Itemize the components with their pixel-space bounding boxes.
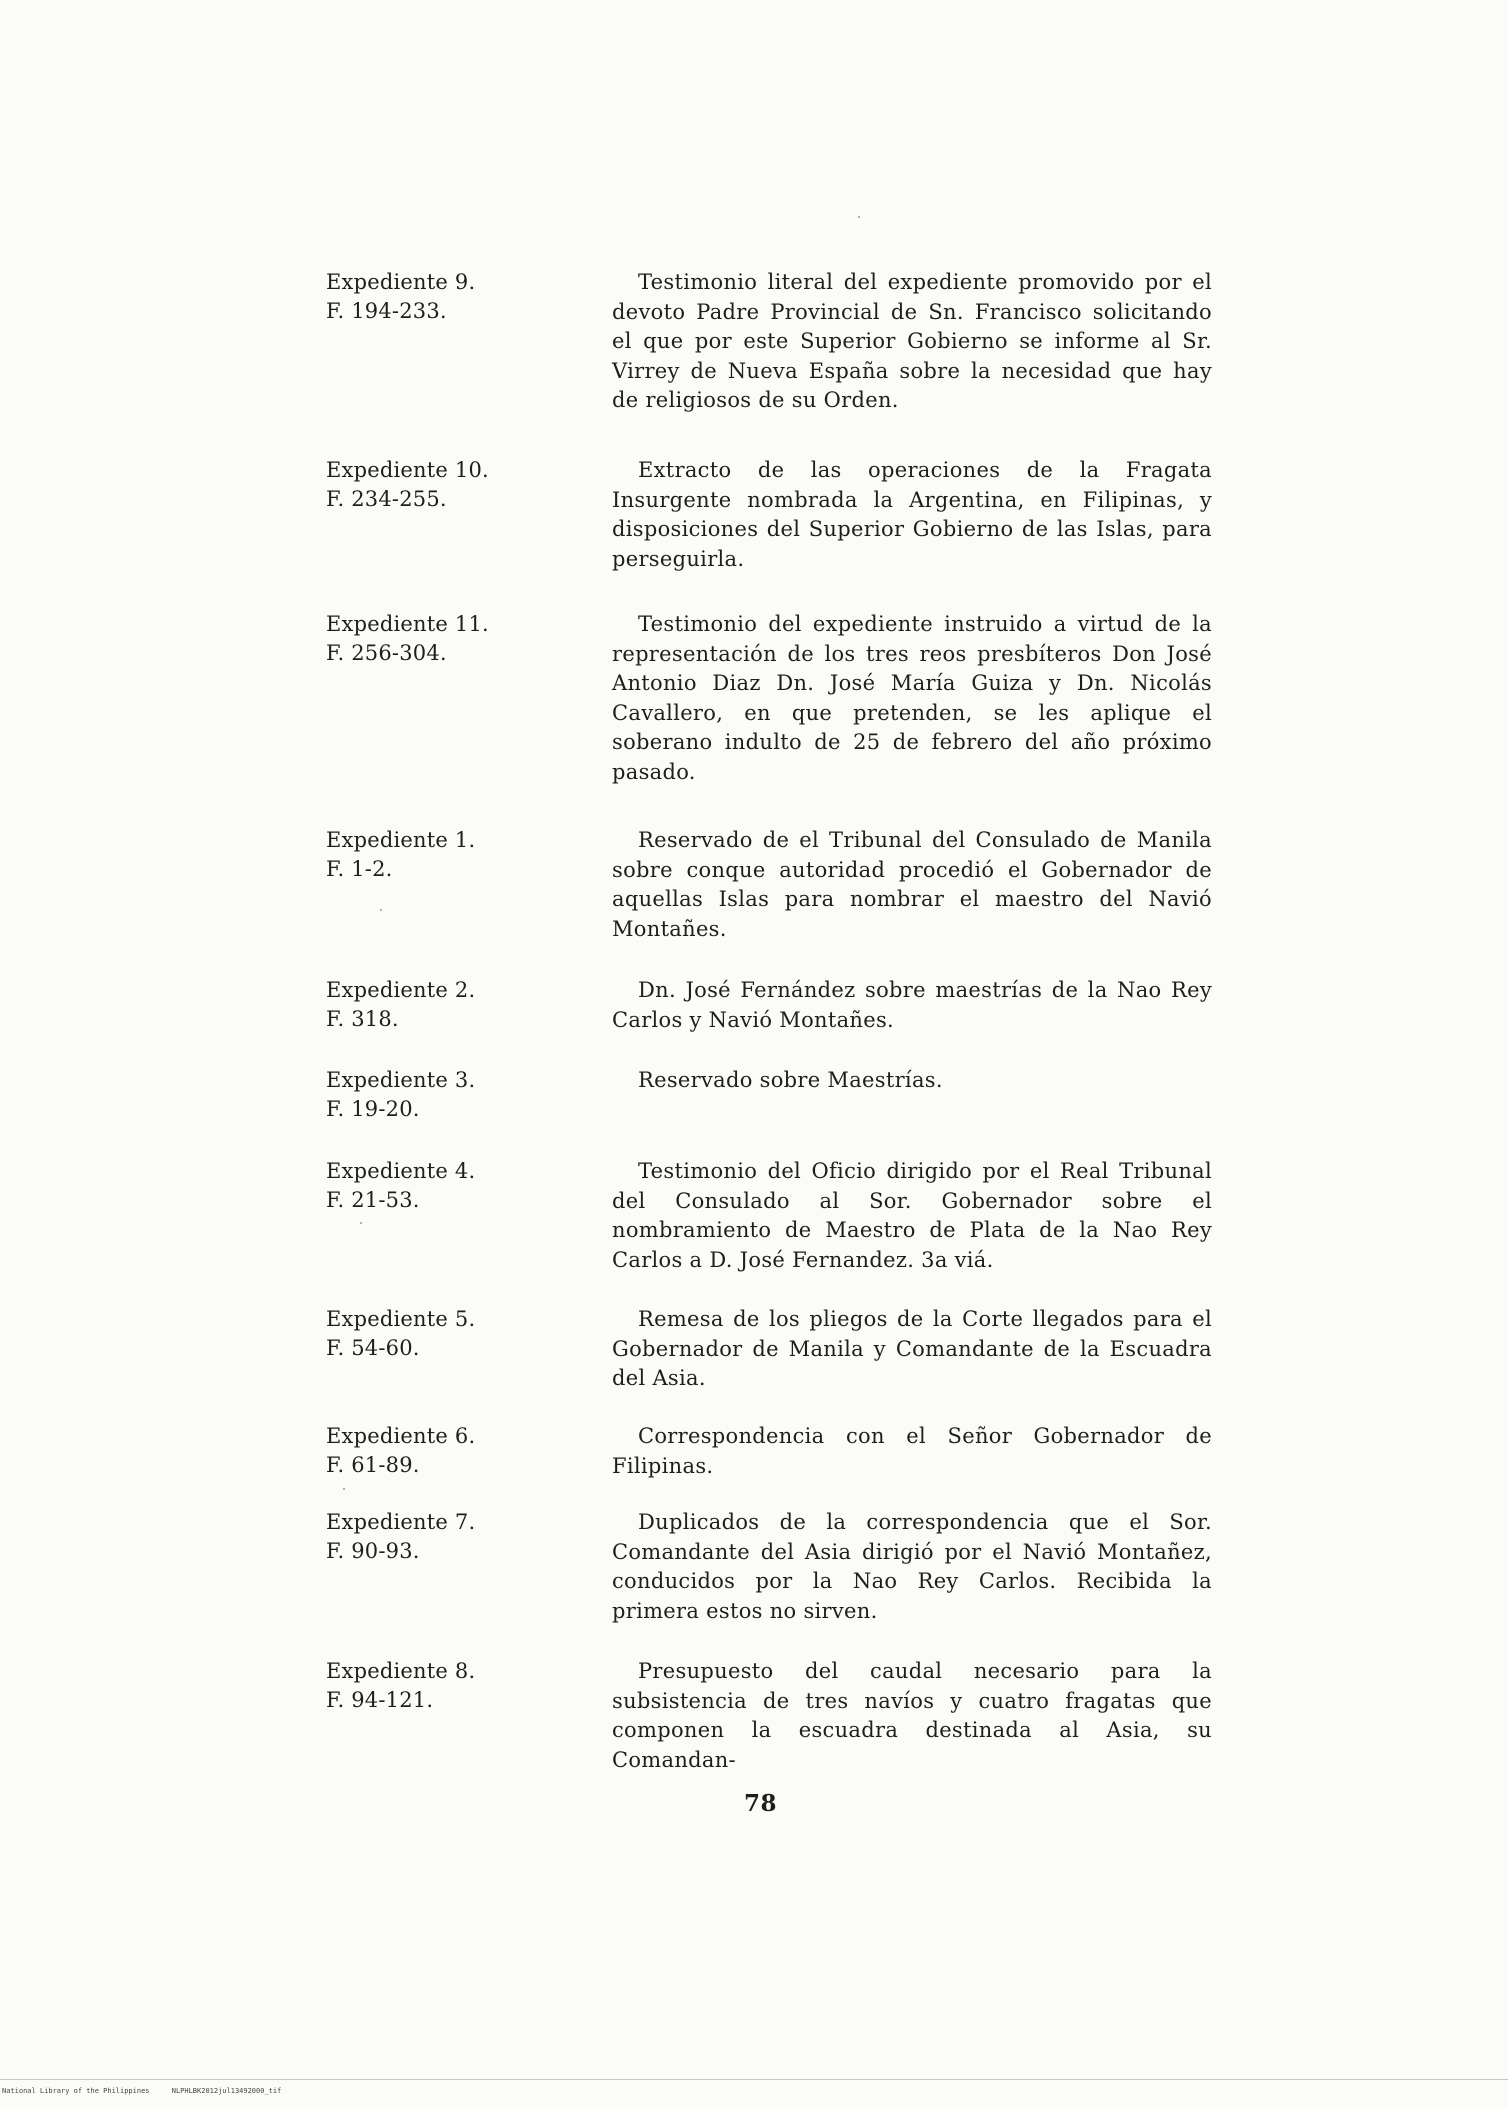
entry-description: Duplicados de la correspondencia que el Sor. Comandante del Asia dirigió por el Navió Montañez, conducidos por la Nao Rey Carlos. Recibida la primera estos no sirven. <box>612 1510 1212 1623</box>
folio-range: F. 318. <box>326 1007 399 1031</box>
reference-column <box>326 1657 526 1715</box>
footer-file-id: NLPHLBK2012jul13492000_tif <box>171 2087 282 2095</box>
entry-description: Presupuesto del caudal necesario para la subsistencia de tres navíos y cuatro fragatas que componen la escuadra destinada al Asia, su Comandan- <box>612 1659 1212 1772</box>
entry-description: Reservado de el Tribunal del Consulado de Manila sobre conque autoridad procedió el Gobernador de aquellas Islas para nombrar el maestro del Navió Montañes. <box>612 828 1212 941</box>
scan-speck <box>380 909 382 911</box>
expediente-label: Expediente 8. <box>326 1659 476 1683</box>
scan-speck <box>858 216 860 218</box>
reference-column <box>326 610 526 668</box>
entry-description: Testimonio literal del expediente promovido por el devoto Padre Provincial de Sn. Francisco solicitando el que por este Superior Gobierno se informe al Sr. Virrey de Nueva España sobre la necesidad que hay de religiosos de su Orden. <box>612 270 1212 412</box>
entry-description: Extracto de las operaciones de la Fragata Insurgente nombrada la Argentina, en Filipinas, y disposiciones del Superior Gobierno de las Islas, para perseguirla. <box>612 458 1212 571</box>
reference-column <box>326 456 526 514</box>
expediente-label: Expediente 11. <box>326 612 489 636</box>
folio-range: F. 54-60. <box>326 1336 420 1360</box>
footer-divider <box>0 2079 1508 2080</box>
folio-range: F. 256-304. <box>326 641 447 665</box>
folio-range: F. 94-121. <box>326 1688 434 1712</box>
expediente-label: Expediente 4. <box>326 1159 476 1183</box>
reference-column <box>326 1066 526 1124</box>
expediente-label: Expediente 5. <box>326 1307 476 1331</box>
page-number: 78 <box>744 1790 778 1817</box>
reference-column <box>326 976 526 1034</box>
entry-description: Testimonio del Oficio dirigido por el Real Tribunal del Consulado al Sor. Gobernador sobre el nombramiento de Maestro de Plata de la Nao Rey Carlos a D. José Fernandez. 3a viá. <box>612 1159 1212 1272</box>
reference-column <box>326 1422 526 1480</box>
expediente-label: Expediente 3. <box>326 1068 476 1092</box>
footer-library-name: National Library of the Philippines <box>2 2087 150 2095</box>
entry-description: Reservado sobre Maestrías. <box>638 1068 943 1092</box>
entry-description: Dn. José Fernández sobre maestrías de la Nao Rey Carlos y Navió Montañes. <box>612 978 1212 1032</box>
folio-range: F. 61-89. <box>326 1453 420 1477</box>
folio-range: F. 1-2. <box>326 857 393 881</box>
reference-column <box>326 826 526 884</box>
expediente-label: Expediente 10. <box>326 458 489 482</box>
scan-speck <box>343 1488 345 1490</box>
reference-column <box>326 268 526 326</box>
scan-footer <box>2 2087 299 2095</box>
reference-column <box>326 1157 526 1215</box>
entry-description: Correspondencia con el Señor Gobernador de Filipinas. <box>612 1424 1212 1478</box>
folio-range: F. 234-255. <box>326 487 447 511</box>
entry-description: Testimonio del expediente instruido a virtud de la representación de los tres reos presbíteros Don José Antonio Diaz Dn. José María Guiza y Dn. Nicolás Cavallero, en que pretenden, se les aplique el soberano indulto de 25 de febrero del año próximo pasado. <box>612 612 1212 784</box>
folio-range: F. 194-233. <box>326 299 447 323</box>
expediente-label: Expediente 9. <box>326 270 476 294</box>
expediente-label: Expediente 7. <box>326 1510 476 1534</box>
reference-column <box>326 1305 526 1363</box>
folio-range: F. 21-53. <box>326 1188 420 1212</box>
folio-range: F. 19-20. <box>326 1097 420 1121</box>
entry-description: Remesa de los pliegos de la Corte llegados para el Gobernador de Manila y Comandante de la Escuadra del Asia. <box>612 1307 1212 1390</box>
expediente-label: Expediente 1. <box>326 828 476 852</box>
expediente-label: Expediente 6. <box>326 1424 476 1448</box>
expediente-label: Expediente 2. <box>326 978 476 1002</box>
scan-speck <box>360 1222 362 1224</box>
folio-range: F. 90-93. <box>326 1539 420 1563</box>
reference-column <box>326 1508 526 1566</box>
